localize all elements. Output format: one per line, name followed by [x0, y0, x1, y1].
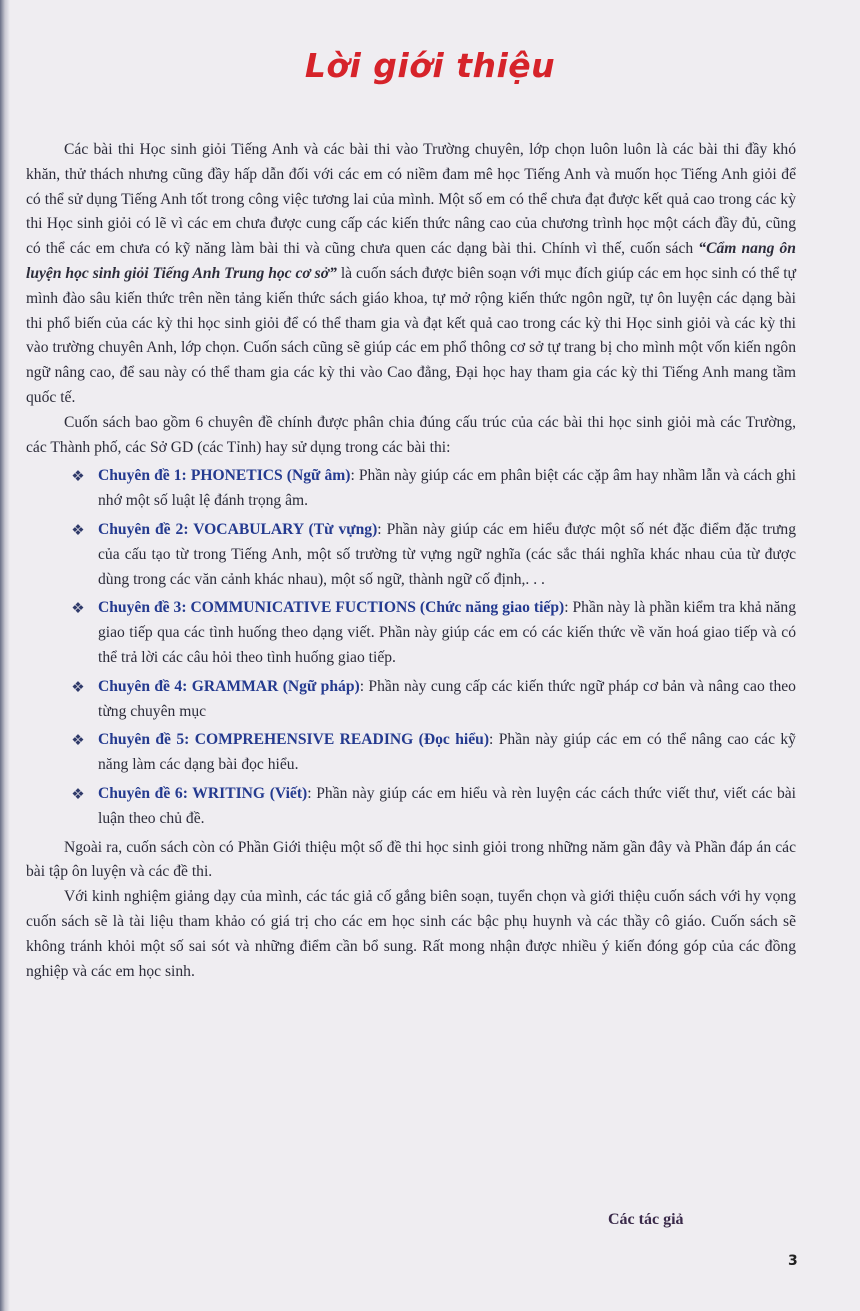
page-title: Lời giới thiệu	[304, 46, 556, 85]
authors-signature: Các tác giả	[608, 1211, 684, 1228]
topic-description: : Phần này cung cấp các kiến thức ngữ pháp cơ bản và nâng cao theo từng chuyên mục	[98, 677, 796, 720]
diamond-dots-icon: ❖	[71, 784, 85, 803]
extra-paragraph: Ngoài ra, cuốn sách còn có Phần Giới thiệu một số đề thi học sinh giỏi trong những năm gần đây và Phần đáp án các bài tập ôn luyện và các đề thi.	[26, 838, 796, 881]
list-item	[26, 728, 796, 778]
topic-description: : Phần này giúp các em phân biệt các cặp âm hay nhầm lẫn và cách ghi nhớ một số luật lệ đánh trọng âm.	[98, 467, 797, 510]
list-item	[26, 782, 796, 832]
diamond-dots-icon: ❖	[71, 731, 85, 750]
closing-paragraph: Với kinh nghiệm giảng dạy của mình, các tác giả cố gắng biên soạn, tuyển chọn và giới thiệu cuốn sách với hy vọng cuốn sách sẽ là tài liệu tham khảo có giá trị cho các em học sinh các bậc phụ huynh và các thầy cô giáo. Cuốn sách sẽ không tránh khỏi một số sai sót và những điểm cần bổ sung. Rất mong nhận được nhiều ý kiến đóng góp của các đồng nghiệp và các em học sinh.	[26, 888, 796, 980]
intro-text-after: là cuốn sách được biên soạn với mục đích giúp các em học sinh có thể tự mình đào sâu kiến thức trên nền tảng kiến thức sách giáo khoa, tự mở rộng kiến thức ngôn ngữ, tự ôn luyện các dạng bài thi phổ biến của các kỳ thi học sinh giỏi để có thể tham gia và đạt kết quả cao trong các kỳ thi Học sinh giỏi và các kỳ thi vào trường chuyên Anh, lớp chọn. Cuốn sách cũng sẽ giúp các em phổ thông cơ sở tự trang bị cho mình một vốn kiến ngôn ngữ nâng cao, để sau này có thể tham gia các kỳ thi vào Cao đẳng, Đại học hay tham gia các kỳ thi Tiếng Anh mang tầm quốc tế.	[26, 264, 796, 406]
topic-list	[26, 464, 796, 831]
topic-description: : Phần này giúp các em hiểu và rèn luyện các cách thức viết thư, viết các bài luận theo chủ đề.	[98, 784, 796, 827]
page-binding-edge	[0, 0, 10, 1311]
topic-description: : Phần này giúp các em có thể nâng cao các kỹ năng làm các dạng bài đọc hiểu.	[98, 731, 796, 774]
list-item	[26, 464, 796, 514]
structure-paragraph: Cuốn sách bao gồm 6 chuyên đề chính được phân chia đúng cấu trúc của các bài thi học sinh giỏi mà các Trường, các Thành phố, các Sở GD (các Tỉnh) hay sử dụng trong các bài thi:	[26, 413, 796, 456]
topic-heading: Chuyên đề 5: COMPREHENSIVE READING (Đọc hiểu)	[98, 731, 490, 749]
topic-heading: Chuyên đề 3: COMMUNICATIVE FUCTIONS (Chức năng giao tiếp)	[98, 599, 565, 617]
topic-heading: Chuyên đề 4: GRAMMAR (Ngữ pháp)	[98, 677, 360, 695]
page-body	[26, 138, 796, 984]
intro-text-before: Các bài thi Học sinh giỏi Tiếng Anh và các bài thi vào Trường chuyên, lớp chọn luôn luôn là các bài thi đầy khó khăn, thử thách nhưng cũng đầy hấp dẫn đối với các em có niềm đam mê học Tiếng Anh và muốn học Tiếng Anh giỏi để có thể sử dụng Tiếng Anh tốt trong công việc tương lai của mình. Một số em có thể chưa đạt được kết quả cao trong các kỳ thi Học sinh giỏi có lẽ vì các em chưa được cung cấp các kiến thức nâng cao của chương trình học một cách đầy đủ, cũng có thể các em chưa có kỹ năng làm bài thi và cũng chưa quen các dạng bài thi. Chính vì thế, cuốn sách	[26, 141, 796, 258]
diamond-dots-icon: ❖	[71, 467, 85, 486]
diamond-dots-icon: ❖	[71, 677, 85, 696]
topic-description: : Phần này là phần kiểm tra khả năng giao tiếp qua các tình huống theo dạng viết. Phần này giúp các em có các kiến thức về văn hoá giao tiếp và có thể trả lời các câu hỏi theo tình huống giao tiếp.	[98, 599, 796, 666]
diamond-dots-icon: ❖	[71, 520, 85, 539]
diamond-dots-icon: ❖	[71, 599, 85, 618]
topic-heading: Chuyên đề 6: WRITING (Viết)	[98, 784, 308, 802]
topic-heading: Chuyên đề 2: VOCABULARY (Từ vựng)	[98, 520, 378, 538]
list-item	[26, 596, 796, 670]
page-number: 3	[788, 1253, 798, 1269]
book-title: “Cẩm nang ôn luyện học sinh giỏi Tiếng Anh Trung học cơ sở”	[26, 240, 796, 282]
list-item	[26, 675, 796, 725]
intro-paragraph	[26, 138, 796, 411]
topic-description: : Phần này giúp các em hiểu được một số nét đặc điểm đặc trưng của cấu tạo từ trong Tiếng Anh, một số trường từ vựng ngữ nghĩa (các sắc thái nghĩa khác nhau của từ được dùng trong các văn cảnh khác nhau), một số ngữ, thành ngữ cố định,. . .	[98, 520, 796, 588]
list-item	[26, 518, 796, 592]
topic-heading: Chuyên đề 1: PHONETICS (Ngữ âm)	[98, 467, 351, 485]
